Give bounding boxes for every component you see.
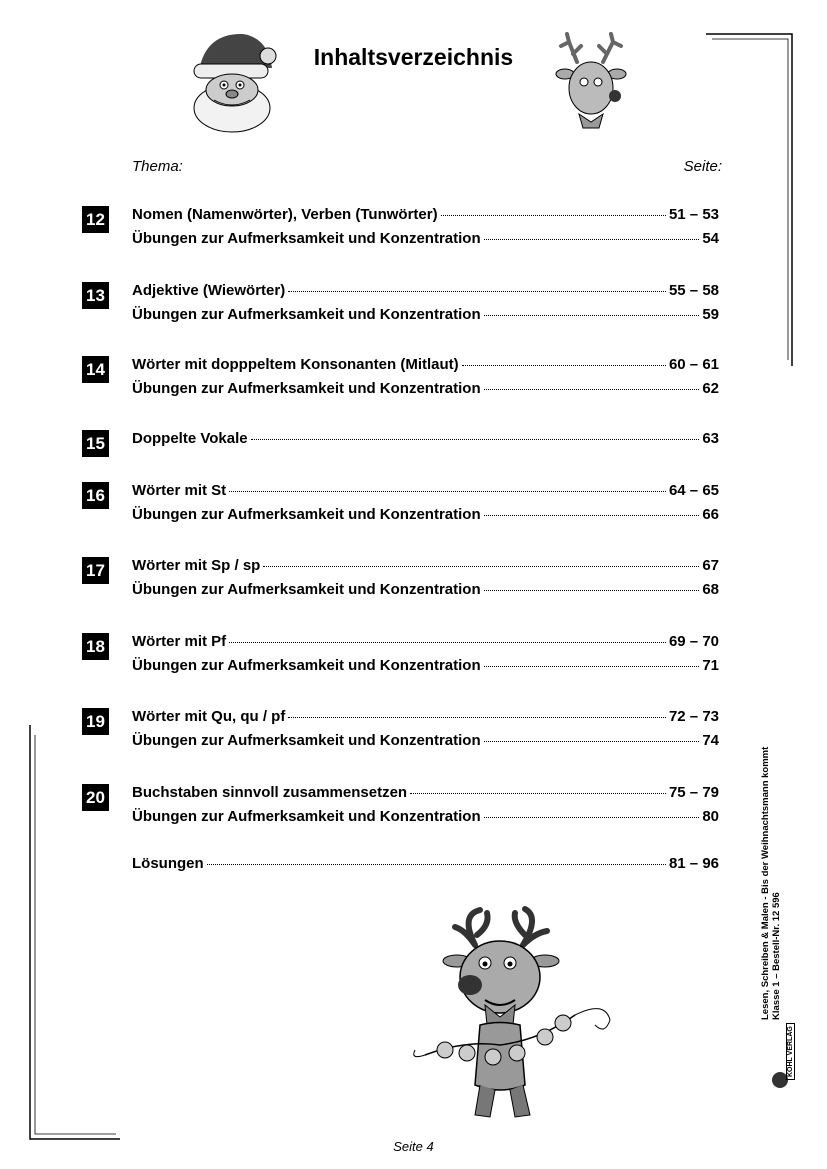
toc-entry[interactable] bbox=[132, 356, 719, 380]
page-number: Seite 4 bbox=[393, 1139, 434, 1154]
publisher-sidebar bbox=[760, 690, 827, 1020]
toc-entry-page: 68 bbox=[702, 581, 719, 598]
toc-entry-title: Übungen zur Aufmerksamkeit und Konzentration bbox=[132, 808, 481, 825]
toc-section bbox=[82, 282, 722, 330]
reindeer-head-icon bbox=[555, 32, 635, 132]
sidebar-text bbox=[760, 690, 782, 1020]
leader-dots bbox=[484, 239, 700, 240]
section-number-badge: 13 bbox=[82, 282, 109, 309]
leader-dots bbox=[229, 642, 666, 643]
toc-entry-title: Übungen zur Aufmerksamkeit und Konzentration bbox=[132, 581, 481, 598]
leader-dots bbox=[288, 291, 666, 292]
toc-entry-page: 81 – 96 bbox=[668, 855, 719, 872]
toc-entry[interactable] bbox=[132, 557, 719, 581]
toc-entry-title: Adjektive (Wiewörter) bbox=[132, 282, 286, 299]
toc-entry-title: Wörter mit Sp / sp bbox=[132, 557, 261, 574]
toc-entry[interactable] bbox=[132, 633, 719, 657]
table-of-contents bbox=[82, 206, 722, 879]
toc-section bbox=[82, 633, 722, 681]
toc-entry-title: Übungen zur Aufmerksamkeit und Konzentration bbox=[132, 306, 481, 323]
leader-dots bbox=[410, 793, 666, 794]
toc-section bbox=[82, 784, 722, 832]
toc-entry[interactable] bbox=[132, 732, 719, 756]
toc-entry-title: Übungen zur Aufmerksamkeit und Konzentration bbox=[132, 657, 481, 674]
toc-entry-title: Übungen zur Aufmerksamkeit und Konzentration bbox=[132, 506, 481, 523]
toc-entry[interactable] bbox=[132, 206, 719, 230]
section-number-badge: 16 bbox=[82, 482, 109, 509]
leader-dots bbox=[484, 515, 700, 516]
reindeer-with-ornaments-icon bbox=[405, 905, 620, 1125]
toc-section bbox=[82, 206, 722, 254]
section-number-badge: 20 bbox=[82, 784, 109, 811]
publisher-logo-icon bbox=[768, 1026, 812, 1090]
section-number-badge: 12 bbox=[82, 206, 109, 233]
toc-entry[interactable] bbox=[132, 380, 719, 404]
topic-column-label: Thema: bbox=[132, 158, 183, 175]
leader-dots bbox=[441, 215, 666, 216]
toc-entry[interactable] bbox=[132, 808, 719, 832]
leader-dots bbox=[484, 741, 700, 742]
leader-dots bbox=[484, 817, 700, 818]
toc-entry-page: 55 – 58 bbox=[668, 282, 719, 299]
toc-entry[interactable] bbox=[132, 581, 719, 605]
toc-entry-title: Übungen zur Aufmerksamkeit und Konzentration bbox=[132, 732, 481, 749]
toc-entry-page: 71 bbox=[702, 657, 719, 674]
toc-entry-title: Doppelte Vokale bbox=[132, 430, 248, 447]
toc-entry[interactable] bbox=[132, 282, 719, 306]
toc-entry[interactable] bbox=[132, 708, 719, 732]
toc-entry-title: Lösungen bbox=[132, 855, 204, 872]
leader-dots bbox=[229, 491, 666, 492]
leader-dots bbox=[484, 666, 700, 667]
leader-dots bbox=[288, 717, 666, 718]
leader-dots bbox=[484, 389, 700, 390]
leader-dots bbox=[207, 864, 666, 865]
toc-entry-page: 69 – 70 bbox=[668, 633, 719, 650]
toc-section bbox=[82, 482, 722, 530]
page-title: Inhaltsverzeichnis bbox=[313, 44, 514, 70]
leader-dots bbox=[484, 590, 700, 591]
leader-dots bbox=[263, 566, 699, 567]
leader-dots bbox=[462, 365, 666, 366]
toc-section bbox=[82, 430, 722, 454]
toc-entry-page: 54 bbox=[702, 230, 719, 247]
toc-entry-page: 72 – 73 bbox=[668, 708, 719, 725]
toc-entry-page: 51 – 53 bbox=[668, 206, 719, 223]
toc-section bbox=[82, 356, 722, 404]
toc-entry[interactable] bbox=[132, 306, 719, 330]
toc-entry[interactable] bbox=[132, 230, 719, 254]
section-number-badge: 18 bbox=[82, 633, 109, 660]
toc-entry-page: 60 – 61 bbox=[668, 356, 719, 373]
toc-entry[interactable] bbox=[132, 855, 719, 879]
page-column-label: Seite: bbox=[683, 158, 722, 175]
toc-entry-page: 64 – 65 bbox=[668, 482, 719, 499]
sidebar-line-1: Lesen, Schreiben & Malen - Bis der Weihnachtsmann kommt bbox=[760, 746, 771, 1020]
publisher-name: KOHL VERLAG bbox=[786, 1023, 795, 1080]
toc-entry[interactable] bbox=[132, 482, 719, 506]
sidebar-line-2: Klasse 1 – Bestell-Nr. 12 596 bbox=[771, 892, 782, 1020]
leader-dots bbox=[251, 439, 700, 440]
toc-entry-page: 62 bbox=[702, 380, 719, 397]
toc-entry-title: Wörter mit Pf bbox=[132, 633, 227, 650]
toc-entry-title: Übungen zur Aufmerksamkeit und Konzentration bbox=[132, 230, 481, 247]
toc-entry[interactable] bbox=[132, 506, 719, 530]
toc-entry-title: Buchstaben sinnvoll zusammensetzen bbox=[132, 784, 408, 801]
toc-entry-title: Nomen (Namenwörter), Verben (Tunwörter) bbox=[132, 206, 438, 223]
section-number-badge: 14 bbox=[82, 356, 109, 383]
toc-entry[interactable] bbox=[132, 657, 719, 681]
toc-entry-page: 74 bbox=[702, 732, 719, 749]
toc-section bbox=[82, 708, 722, 756]
section-number-badge: 17 bbox=[82, 557, 109, 584]
toc-section bbox=[82, 557, 722, 605]
toc-entry-page: 80 bbox=[702, 808, 719, 825]
toc-entry-title: Wörter mit St bbox=[132, 482, 227, 499]
toc-entry-page: 75 – 79 bbox=[668, 784, 719, 801]
toc-section-solutions bbox=[82, 855, 722, 879]
toc-entry-page: 59 bbox=[702, 306, 719, 323]
toc-entry-page: 63 bbox=[702, 430, 719, 447]
toc-entry[interactable] bbox=[132, 430, 719, 454]
toc-entry-page: 67 bbox=[702, 557, 719, 574]
section-number-badge: 19 bbox=[82, 708, 109, 735]
toc-entry-title: Wörter mit Qu, qu / pf bbox=[132, 708, 286, 725]
toc-entry-page: 66 bbox=[702, 506, 719, 523]
toc-entry-title: Wörter mit dopppeltem Konsonanten (Mitlaut) bbox=[132, 356, 459, 373]
section-number-badge: 15 bbox=[82, 430, 109, 457]
toc-entry-title: Übungen zur Aufmerksamkeit und Konzentration bbox=[132, 380, 481, 397]
toc-entry[interactable] bbox=[132, 784, 719, 808]
leader-dots bbox=[484, 315, 700, 316]
